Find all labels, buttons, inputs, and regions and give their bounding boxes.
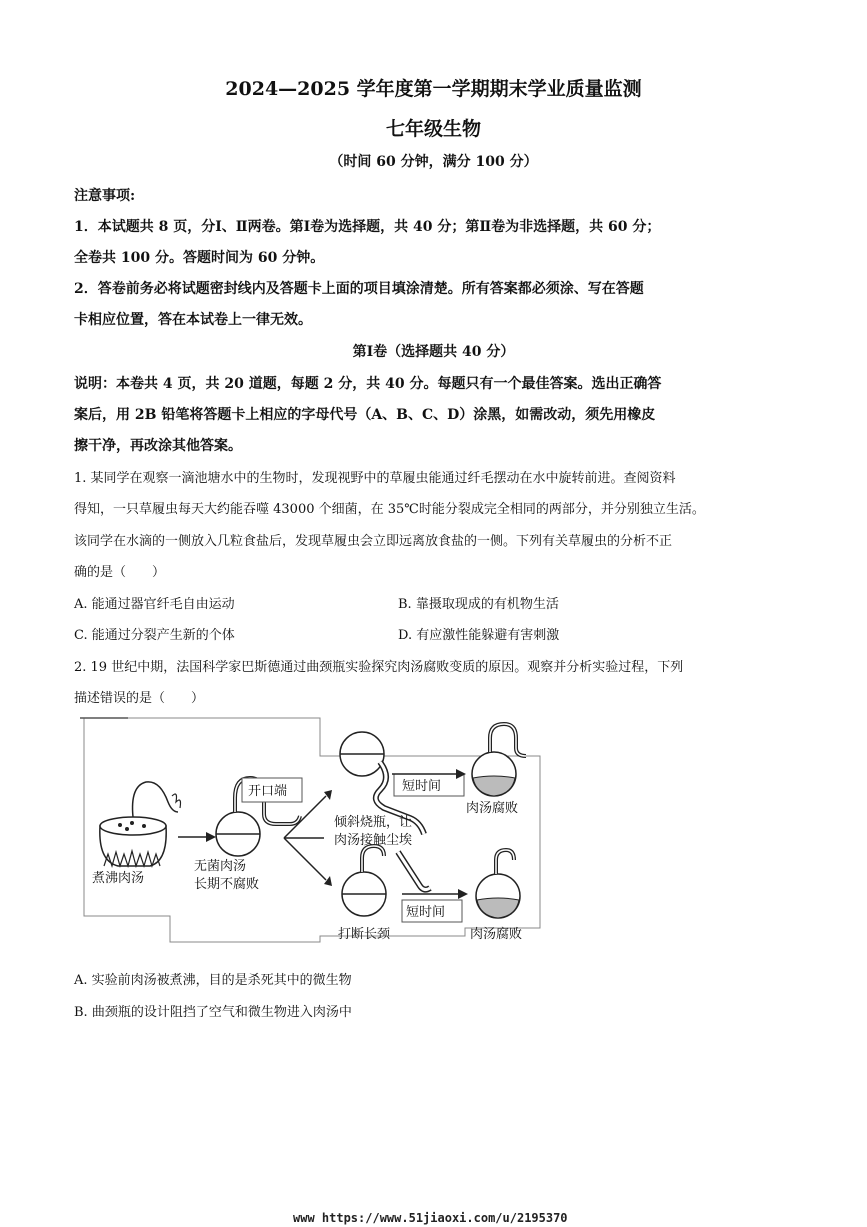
label-tilt-2: 肉汤接触尘埃 bbox=[334, 833, 413, 848]
section1-desc-line2: 案后，用 2B 铅笔将答题卡上相应的字母代号（A、B、C、D）涂黑，如需改动，须先用橡皮 bbox=[74, 407, 656, 423]
notes-item1-line2: 全卷共 100 分。答题时间为 60 分钟。 bbox=[74, 250, 325, 266]
q1-option-b: B. 靠摄取现成的有机物生活 bbox=[398, 597, 559, 612]
notes-item2-line2: 卡相应位置，答在本试卷上一律无效。 bbox=[74, 312, 312, 328]
label-sterile-2: 长期不腐败 bbox=[194, 877, 260, 892]
section1-desc-line1: 说明：本卷共 4 页，共 20 道题，每题 2 分，共 40 分。每题只有一个最佳答案。选出正确答 bbox=[74, 376, 662, 392]
q1-line2: 得知，一只草履虫每天大约能吞噬 43000 个细菌，在 35℃时能分裂成完全相同的两部分，并分别独立生活。 bbox=[74, 502, 705, 517]
notes-item1-line1: 1．本试题共 8 页，分Ⅰ、Ⅱ两卷。第Ⅰ卷为选择题，共 40 分；第Ⅱ卷为非选择题，共 60 分； bbox=[74, 219, 661, 235]
q1-option-a: A. 能通过器官纤毛自由运动 bbox=[74, 597, 235, 612]
label-short-time-2: 短时间 bbox=[406, 905, 446, 920]
section1-desc-line3: 擦干净，再改涂其他答案。 bbox=[74, 438, 242, 454]
notes-heading: 注意事项: bbox=[74, 188, 136, 204]
exam-subject: 七年级生物 bbox=[385, 118, 481, 140]
q1-line1: 1. 某同学在观察一滴池塘水中的生物时，发现视野中的草履虫能通过纤毛摆动在水中旋转前进。查阅资料 bbox=[74, 471, 676, 486]
label-boil: 煮沸肉汤 bbox=[92, 871, 145, 886]
label-spoiled-2: 肉汤腐败 bbox=[470, 927, 523, 942]
spoiled-flask-icon bbox=[476, 850, 520, 918]
q1-line4: 确的是（ ） bbox=[74, 565, 166, 580]
label-sterile-1: 无菌肉汤 bbox=[194, 859, 247, 874]
section1-heading: 第Ⅰ卷（选择题共 40 分） bbox=[352, 344, 515, 360]
q2-line1: 2. 19 世纪中期，法国科学家巴斯德通过曲颈瓶实验探究肉汤腐败变质的原因。观察并分析实验过程，下列 bbox=[74, 660, 684, 675]
exam-time-info: （时间 60 分钟，满分 100 分） bbox=[329, 154, 538, 170]
boiling-pot-icon bbox=[100, 782, 181, 866]
fork-arrows-icon bbox=[284, 790, 332, 886]
exam-title: 2024—2025 学年度第一学期期末学业质量监测 bbox=[225, 78, 642, 100]
q2-option-b: B. 曲颈瓶的设计阻挡了空气和微生物进入肉汤中 bbox=[74, 1005, 352, 1020]
arrow-right-icon bbox=[178, 832, 216, 842]
footer-url[interactable]: www https://www.51jiaoxi.com/u/2195370 bbox=[293, 1211, 568, 1225]
label-spoiled-1: 肉汤腐败 bbox=[466, 801, 519, 816]
spoiled-flask-icon bbox=[472, 724, 526, 796]
q1-line3: 该同学在水滴的一侧放入几粒食盐后，发现草履虫会立即远离放食盐的一侧。下列有关草履虫的分析不正 bbox=[74, 534, 673, 549]
arrow-right-icon bbox=[402, 889, 468, 899]
label-short-time-1: 短时间 bbox=[402, 779, 442, 794]
label-tilt-1: 倾斜烧瓶，让 bbox=[334, 815, 413, 830]
pasteur-flask-diagram bbox=[80, 716, 545, 944]
q2-option-a: A. 实验前肉汤被煮沸，目的是杀死其中的微生物 bbox=[74, 973, 352, 988]
q1-option-d: D. 有应激性能躲避有害刺激 bbox=[398, 628, 560, 643]
q2-line2: 描述错误的是（ ） bbox=[74, 691, 205, 706]
notes-item2-line1: 2．答卷前务必将试题密封线内及答题卡上面的项目填涂清楚。所有答案都必须涂、写在答题 bbox=[74, 281, 644, 297]
label-break-neck: 打断长颈 bbox=[338, 927, 391, 942]
q1-option-c: C. 能通过分裂产生新的个体 bbox=[74, 628, 235, 643]
label-open-end: 开口端 bbox=[248, 784, 288, 799]
